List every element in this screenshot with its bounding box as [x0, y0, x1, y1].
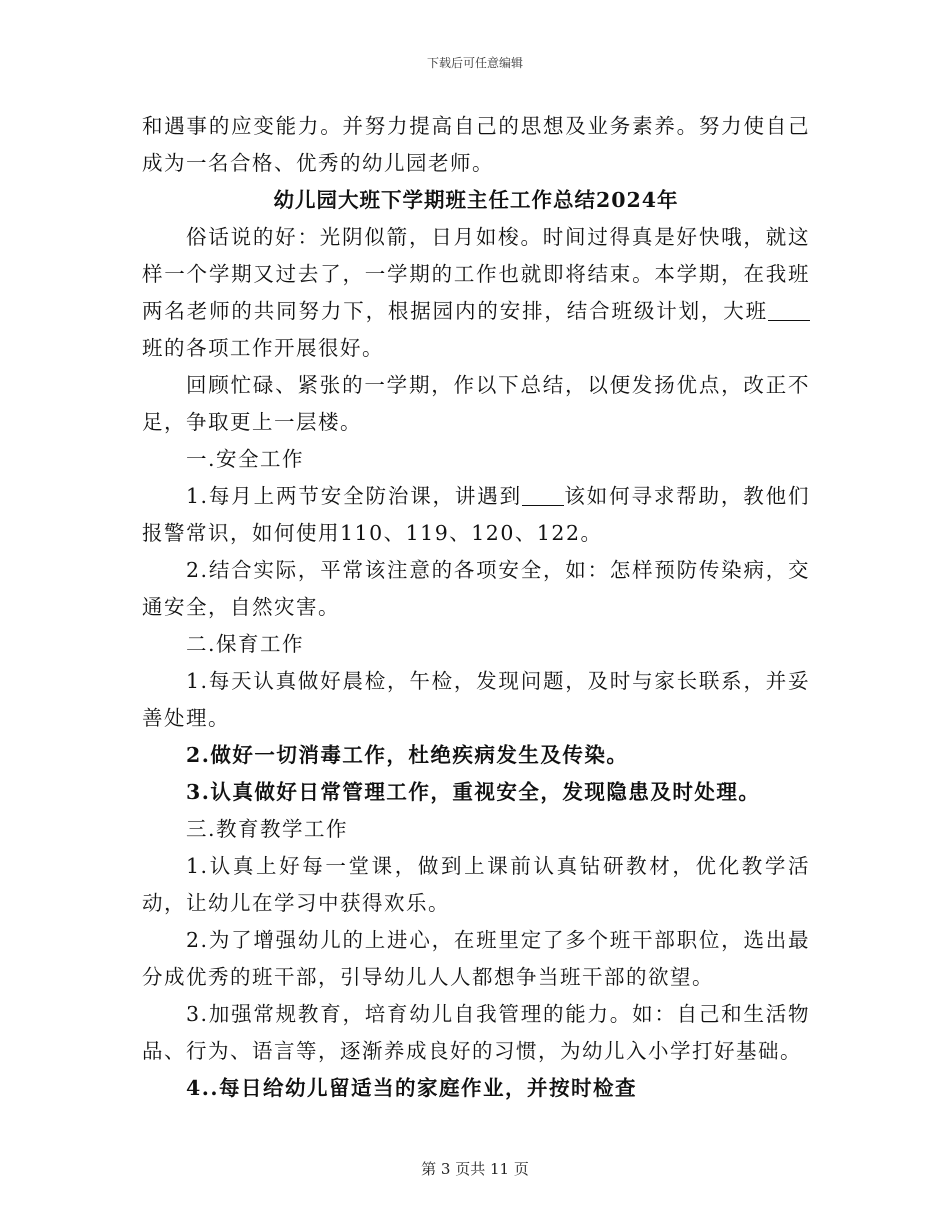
paragraph-intro-part-a: 俗话说的好：光阴似箭，日月如梭。时间过得真是好快哦，就这样一个学期又过去了，一学期的工作也就即将结束。本学期，在我班两名老师的共同努力下，根据园内的安排，结合班级计划，大班: [142, 225, 810, 323]
paragraph-intro: [142, 219, 810, 367]
teaching-item-1: 1.认真上好每一堂课，做到上课前认真钻研教材，优化教学活动，让幼儿在学习中获得欢乐。: [142, 854, 810, 915]
teaching-item-3: 3.加强常规教育，培育幼儿自我管理的能力。如：自己和生活物品、行为、语言等，逐渐养成良好的习惯，为幼儿入小学打好基础。: [142, 1002, 810, 1063]
fill-blank: [522, 485, 564, 506]
section-heading-teaching: 三.教育教学工作: [186, 817, 349, 841]
page-number-footer: 第 3 页共 11 页: [421, 1160, 529, 1178]
care-item-3: 3.认真做好日常管理工作，重视安全，发现隐患及时处理。: [186, 780, 761, 804]
teaching-item-4: 4..每日给幼儿留适当的家庭作业，并按时检查: [186, 1076, 638, 1100]
safety-item-1: [142, 478, 810, 552]
fill-blank: [768, 300, 810, 321]
document-body: [142, 108, 810, 1107]
page-header-note: 下载后可任意编辑: [426, 56, 523, 70]
paragraph-continued: 和遇事的应变能力。并努力提高自己的思想及业务素养。努力使自己成为一名合格、优秀的幼儿园老师。: [142, 114, 810, 175]
section-heading-safety: 一.安全工作: [186, 447, 305, 471]
care-item-1: 1.每天认真做好晨检，午检，发现问题，及时与家长联系，并妥善处理。: [142, 669, 810, 730]
safety-item-1-part-a: 1.每月上两节安全防治课，讲遇到: [186, 484, 523, 508]
section-heading-care: 二.保育工作: [186, 632, 305, 656]
document-title: 幼儿园大班下学期班主任工作总结2024年: [273, 188, 679, 212]
paragraph-intro-part-b: 班的各项工作开展很好。: [142, 336, 384, 360]
safety-item-1-part-b: 该如何寻求帮助，教他们报警常识，如何使用110、119、120、122。: [142, 484, 811, 545]
safety-item-2: 2.结合实际，平常该注意的各项安全，如：怎样预防传染病，交通安全，自然灾害。: [142, 558, 810, 619]
paragraph-review: 回顾忙碌、紧张的一学期，作以下总结，以便发扬优点，改正不足，争取更上一层楼。: [142, 373, 810, 434]
care-item-2: 2.做好一切消毒工作，杜绝疾病发生及传染。: [186, 743, 629, 767]
teaching-item-2: 2.为了增强幼儿的上进心，在班里定了多个班干部职位，选出最分成优秀的班干部，引导幼儿人人都想争当班干部的欲望。: [142, 928, 810, 989]
